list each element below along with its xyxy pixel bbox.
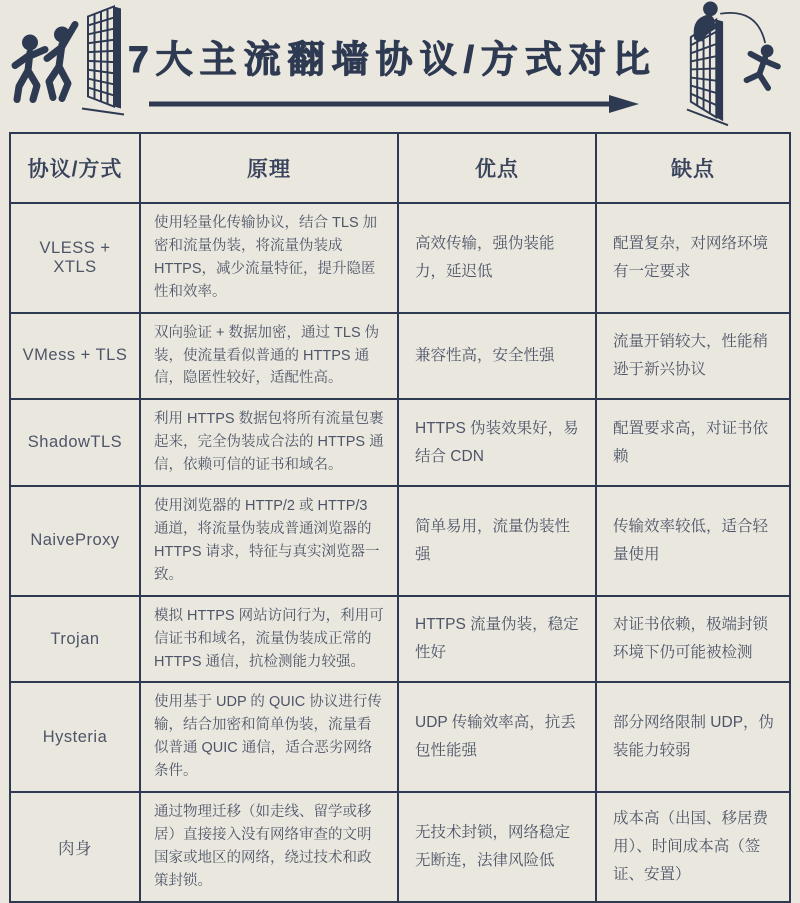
table-row: [10, 313, 790, 400]
table-row: [10, 792, 790, 902]
right-arrow-icon: [143, 93, 643, 115]
cons-cell: 部分网络限制 UDP，伪装能力较弱: [596, 682, 790, 792]
table-header-row: [10, 133, 790, 203]
protocol-cell: 肉身: [10, 792, 140, 902]
title-block: [127, 0, 658, 132]
pros-cell: UDP 传输效率高，抗丢包性能强: [398, 682, 596, 792]
principle-cell: 模拟 HTTPS 网站访问行为，利用可信证书和域名，流量伪装成正常的 HTTPS 通信，抗检测能力较强。: [140, 596, 398, 683]
protocol-cell: VLESS + XTLS: [10, 203, 140, 313]
person-waving-icon: [47, 25, 75, 99]
protocol-cell: Trojan: [10, 596, 140, 683]
pros-cell: 兼容性高，安全性强: [398, 313, 596, 400]
pros-cell: HTTPS 流量伪装，稳定性好: [398, 596, 596, 683]
header-banner: [0, 0, 800, 132]
comparison-table: [9, 132, 791, 903]
principle-cell: 双向验证 + 数据加密，通过 TLS 伪装，使流量看似普通的 HTTPS 通信，隐匿性较好，适配性高。: [140, 313, 398, 400]
jump-trajectory-arc: [720, 13, 765, 43]
cons-cell: 配置要求高，对证书依赖: [596, 399, 790, 486]
pros-cell: HTTPS 伪装效果好，易结合 CDN: [398, 399, 596, 486]
protocol-cell: VMess + TLS: [10, 313, 140, 400]
cons-cell: 流量开销较大，性能稍逊于新兴协议: [596, 313, 790, 400]
column-header-pros: 优点: [398, 133, 596, 203]
climb-over-wall-illustration: [658, 0, 798, 132]
principle-cell: 使用轻量化传输协议，结合 TLS 加密和流量伪装，将流量伪装成 HTTPS，减少流量特征，提升隐匿性和效率。: [140, 203, 398, 313]
table-row: [10, 399, 790, 486]
pros-cell: 高效传输，强伪装能力，延迟低: [398, 203, 596, 313]
column-header-protocol: 协议/方式: [10, 133, 140, 203]
cons-cell: 传输效率较低，适合轻量使用: [596, 486, 790, 596]
column-header-principle: 原理: [140, 133, 398, 203]
climber-icon: [694, 2, 717, 41]
table-row: [10, 486, 790, 596]
principle-cell: 通过物理迁移（如走线、留学或移居）直接接入没有网络审查的文明国家或地区的网络，绕过技术和政策封锁。: [140, 792, 398, 902]
principle-cell: 利用 HTTPS 数据包将所有流量包裹起来，完全伪装成合法的 HTTPS 通信，依赖可信的证书和域名。: [140, 399, 398, 486]
principle-cell: 使用浏览器的 HTTP/2 或 HTTP/3 通道，将流量伪装成普通浏览器的 HTTPS 请求，特征与真实浏览器一致。: [140, 486, 398, 596]
principle-cell: 使用基于 UDP 的 QUIC 协议进行传输，结合加密和简单伪装，流量看似普通 QUIC 通信，适合恶劣网络条件。: [140, 682, 398, 792]
column-header-cons: 缺点: [596, 133, 790, 203]
people-before-wall-illustration: [2, 0, 127, 125]
protocol-cell: ShadowTLS: [10, 399, 140, 486]
pros-cell: 简单易用，流量伪装性强: [398, 486, 596, 596]
falling-person-icon: [747, 44, 778, 88]
table-row: [10, 682, 790, 792]
person-icon: [15, 35, 45, 100]
cons-cell: 成本高（出国、移居费用）、时间成本高（签证、安置）: [596, 792, 790, 902]
cons-cell: 配置复杂，对网络环境有一定要求: [596, 203, 790, 313]
protocol-cell: NaiveProxy: [10, 486, 140, 596]
protocol-cell: Hysteria: [10, 682, 140, 792]
page-title: 7大主流翻墙协议/方式对比: [128, 39, 657, 80]
pros-cell: 无技术封锁，网络稳定无断连，法律风险低: [398, 792, 596, 902]
table-row: [10, 596, 790, 683]
cons-cell: 对证书依赖，极端封锁环境下仍可能被检测: [596, 596, 790, 683]
table-row: [10, 203, 790, 313]
